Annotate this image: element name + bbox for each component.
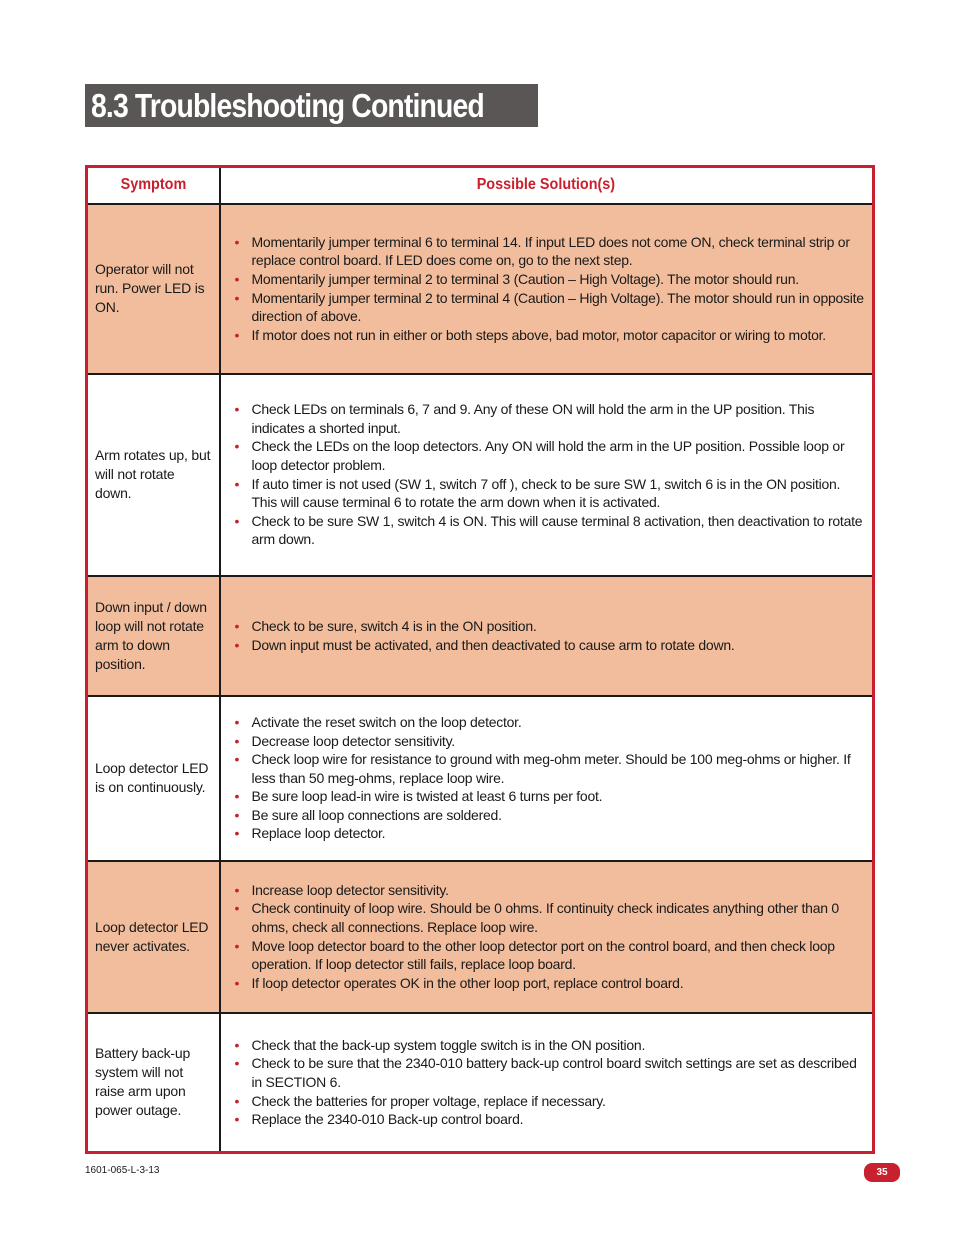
solution-text: Check to be sure, switch 4 is in the ON position. [251, 617, 537, 634]
bullet-icon: • [234, 401, 240, 418]
table-row [87, 696, 874, 861]
solution-text: Check to be sure that the 2340-010 battery back-up control board switch settings are set as described in SECTION 6. [251, 1055, 857, 1090]
bullet-icon: • [234, 1036, 240, 1053]
bullet-icon: • [234, 1055, 240, 1072]
table-row [87, 1013, 874, 1153]
solution-item [235, 1110, 865, 1129]
bullet-icon: • [234, 512, 240, 529]
solution-item [235, 233, 865, 270]
solution-text: Check that the back-up system toggle switch is in the ON position. [251, 1036, 646, 1053]
solutions-cell [220, 204, 874, 374]
bullet-icon: • [234, 788, 240, 805]
solution-item [235, 881, 865, 900]
bullet-icon: • [234, 825, 240, 842]
solution-item [235, 400, 865, 437]
solution-text: Momentarily jumper terminal 2 to terminal 3 (Caution – High Voltage). The motor should run. [251, 270, 799, 287]
bullet-icon: • [234, 475, 240, 492]
solutions-header: Possible Solution(s) [220, 167, 874, 204]
section-title [85, 84, 538, 127]
bullet-icon: • [234, 974, 240, 991]
solution-item [235, 713, 865, 732]
solution-text: Replace loop detector. [251, 825, 386, 842]
table-row [87, 204, 874, 374]
page-number-badge: 35 [864, 1163, 900, 1182]
symptom-cell: Arm rotates up, but will not rotate down. [87, 374, 220, 576]
solution-item [235, 1054, 865, 1091]
symptom-cell: Loop detector LED never activates. [87, 861, 220, 1013]
solutions-cell [220, 1013, 874, 1153]
solution-list [235, 617, 865, 654]
solution-list [235, 233, 865, 345]
solution-text: Check continuity of loop wire. Should be 0 ohms. If continuity check indicates anything other than 0 ohms, check all connections. Replace loop wire. [251, 900, 839, 935]
bullet-icon: • [234, 617, 240, 634]
solution-item [235, 974, 865, 993]
solution-item [235, 437, 865, 474]
bullet-icon: • [234, 1092, 240, 1109]
bullet-icon: • [234, 881, 240, 898]
solutions-cell [220, 861, 874, 1013]
bullet-icon: • [234, 270, 240, 287]
solutions-cell [220, 576, 874, 696]
table-row [87, 861, 874, 1013]
solution-text: Check the batteries for proper voltage, replace if necessary. [251, 1092, 606, 1109]
solution-list [235, 713, 865, 843]
solution-item [235, 1036, 865, 1055]
bullet-icon: • [234, 289, 240, 306]
solution-text: Be sure loop lead-in wire is twisted at least 6 turns per foot. [251, 788, 603, 805]
bullet-icon: • [234, 438, 240, 455]
solution-text: If motor does not run in either or both steps above, bad motor, motor capacitor or wiring to motor. [251, 326, 826, 343]
troubleshooting-table [85, 165, 875, 1154]
solution-item [235, 326, 865, 345]
symptom-cell: Down input / down loop will not rotate arm to down position. [87, 576, 220, 696]
solution-text: If auto timer is not used (SW 1, switch 7 off ), check to be sure SW 1, switch 6 is in the ON position. This will cause terminal 6 to rotate the arm down when it is activated. [251, 475, 841, 511]
solution-text: Down input must be activated, and then deactivated to cause arm to rotate down. [251, 636, 735, 653]
bullet-icon: • [234, 636, 240, 653]
bullet-icon: • [234, 732, 240, 749]
document-code: 1601-065-L-3-13 [85, 1165, 160, 1176]
bullet-icon: • [234, 806, 240, 823]
symptom-cell: Battery back-up system will not raise arm upon power outage. [87, 1013, 220, 1153]
symptom-cell: Loop detector LED is on continuously. [87, 696, 220, 861]
bullet-icon: • [234, 937, 240, 954]
bullet-icon: • [234, 1111, 240, 1128]
solution-text: Check LEDs on terminals 6, 7 and 9. Any of these ON will hold the arm in the UP position. This indicates a shorted input. [251, 401, 815, 436]
bullet-icon: • [234, 751, 240, 768]
table-row [87, 374, 874, 576]
table-header-row [87, 167, 874, 204]
solution-item [235, 806, 865, 825]
solution-text: Check loop wire for resistance to ground with meg-ohm meter. Should be 100 meg-ohms or higher. If less than 50 meg-ohms, replace loop wire. [251, 751, 851, 786]
solution-item [235, 787, 865, 806]
solution-text: Replace the 2340-010 Back-up control board. [251, 1111, 524, 1128]
symptom-cell: Operator will not run. Power LED is ON. [87, 204, 220, 374]
solution-list [235, 881, 865, 993]
solution-text: Increase loop detector sensitivity. [251, 881, 449, 898]
solution-list [235, 400, 865, 549]
bullet-icon: • [234, 713, 240, 730]
solution-list [235, 1036, 865, 1129]
solution-item [235, 617, 865, 636]
solution-item [235, 475, 865, 512]
solution-text: Decrease loop detector sensitivity. [251, 732, 455, 749]
solution-text: Check to be sure SW 1, switch 4 is ON. This will cause terminal 8 activation, then deactivation to rotate arm down. [251, 512, 863, 548]
solution-item [235, 732, 865, 751]
symptom-header: Symptom [87, 167, 220, 204]
bullet-icon: • [234, 233, 240, 250]
bullet-icon: • [234, 326, 240, 343]
solution-text: Momentarily jumper terminal 6 to terminal 14. If input LED does not come ON, check terminal strip or replace control board. If LED does come on, go to the next step. [251, 233, 850, 269]
solution-item [235, 899, 865, 936]
solution-item [235, 824, 865, 843]
solution-item [235, 750, 865, 787]
solution-item [235, 289, 865, 326]
solution-item [235, 512, 865, 549]
solution-text: Be sure all loop connections are soldered. [251, 806, 502, 823]
solutions-cell [220, 374, 874, 576]
bullet-icon: • [234, 900, 240, 917]
solutions-cell [220, 696, 874, 861]
solution-item [235, 1092, 865, 1111]
solution-text: Activate the reset switch on the loop detector. [251, 713, 522, 730]
solution-item [235, 270, 865, 289]
solution-item [235, 636, 865, 655]
solution-item [235, 937, 865, 974]
section-title-text: 8.3 Troubleshooting Continued [91, 87, 484, 124]
solution-text: Momentarily jumper terminal 2 to terminal 4 (Caution – High Voltage). The motor should run in opposite direction of above. [251, 289, 864, 325]
table-row [87, 576, 874, 696]
solution-text: Move loop detector board to the other loop detector port on the control board, and then check loop operation. If loop detector still fails, replace loop board. [251, 937, 835, 973]
solution-text: Check the LEDs on the loop detectors. Any ON will hold the arm in the UP position. Possible loop or loop detector problem. [251, 438, 845, 473]
solution-text: If loop detector operates OK in the other loop port, replace control board. [251, 974, 684, 991]
